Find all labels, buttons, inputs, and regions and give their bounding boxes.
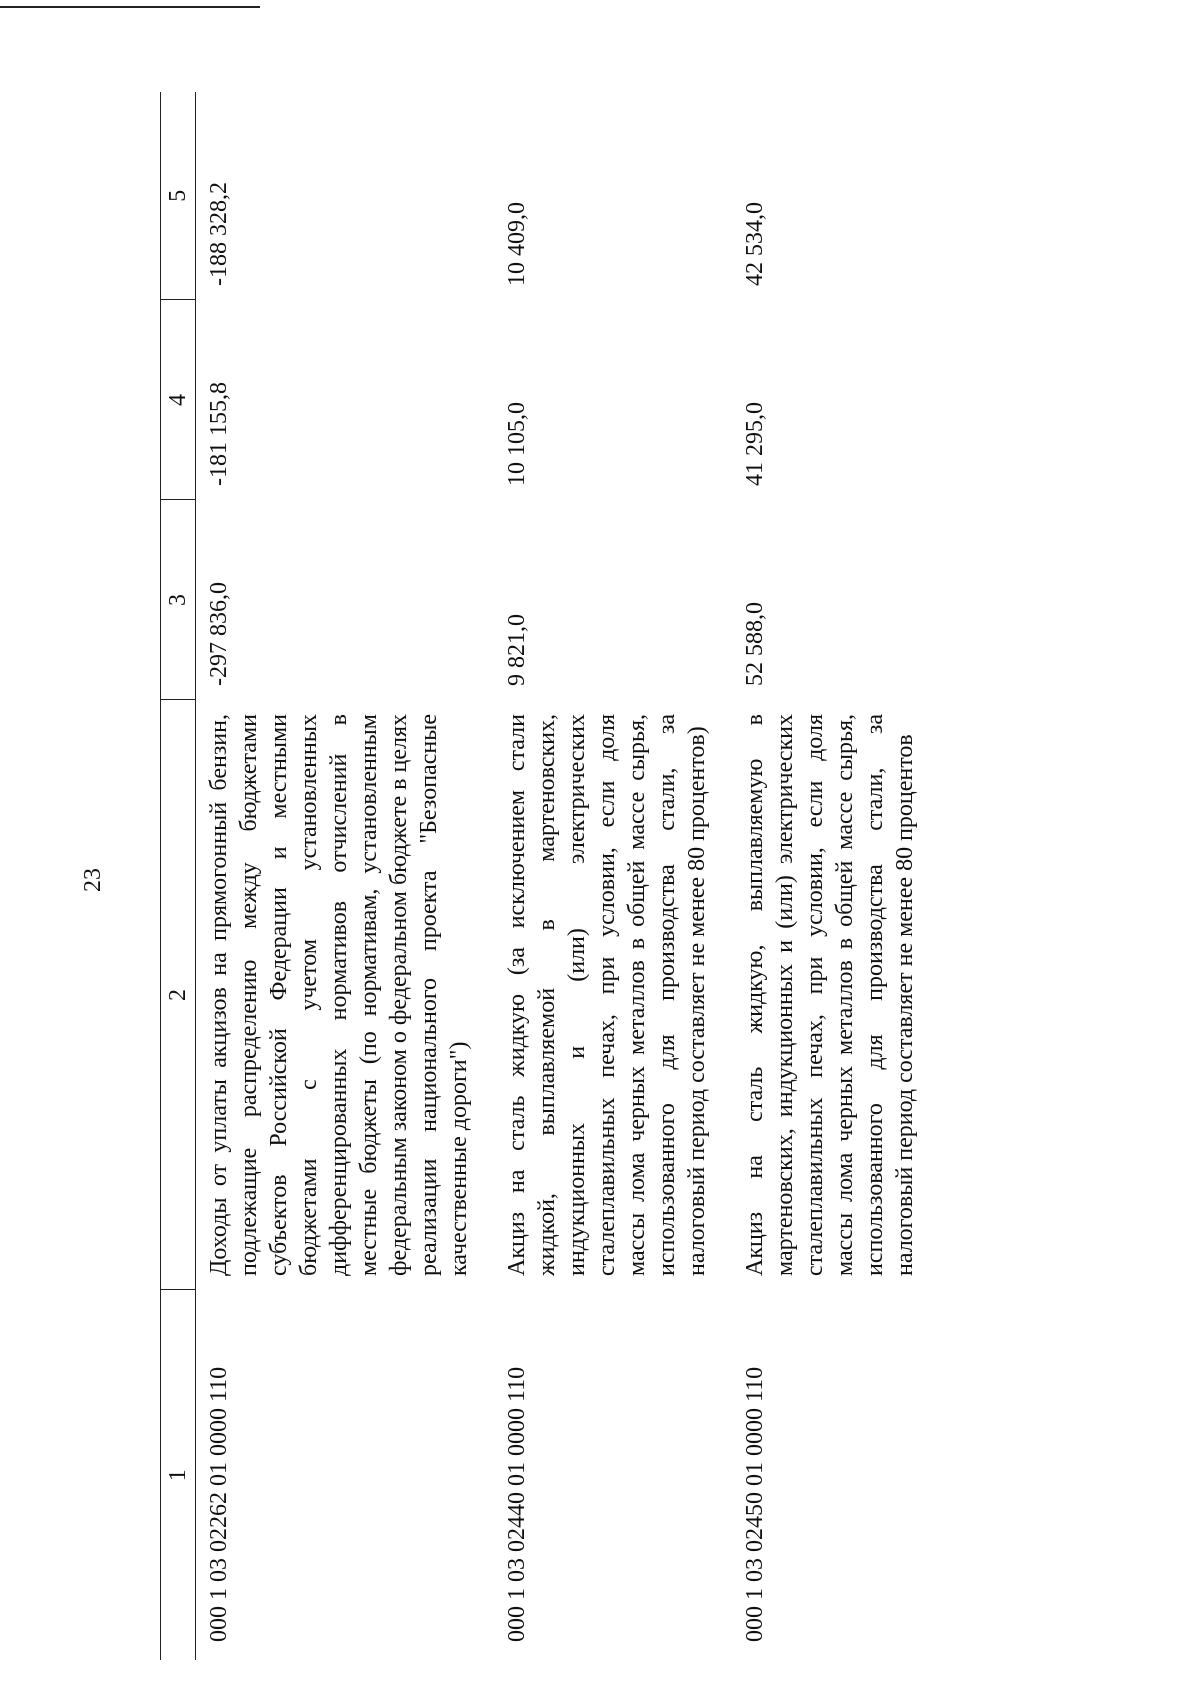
column-header-2: 2 — [161, 700, 196, 1290]
budget-table — [160, 92, 940, 1660]
budget-code: 000 1 03 02440 01 0000 110 — [504, 1366, 530, 1642]
header-row — [161, 92, 196, 1660]
column-header-3: 3 — [161, 500, 196, 700]
page-number: 23 — [80, 868, 106, 892]
column-header-4: 4 — [161, 300, 196, 500]
rotated-page — [70, 70, 1130, 1690]
value-column-5: -188 328,2 — [206, 182, 232, 286]
value-column-3: 9 821,0 — [504, 614, 530, 686]
value-column-4: 41 295,0 — [742, 402, 768, 486]
income-description: Акциз на сталь жидкую (за исключением стали жидкой, выплавляемой в мартеновских, индукционных и (или) электрических сталеплавильных печах, при условии, если доля массы лома черных металлов в общей массе сырья, использованного для производства стали, за налоговый период составляет не менее 80 процентов) — [504, 714, 710, 1276]
value-column-5: 10 409,0 — [504, 202, 530, 286]
table-row — [494, 92, 732, 1660]
value-column-5: 42 534,0 — [742, 202, 768, 286]
income-description: Акциз на сталь жидкую, выплавляемую в мартеновских, индукционных и (или) электрических сталеплавильных печах, при условии, если доля массы лома черных металлов в общей массе сырья, использованного для производства стали, за налоговый период составляет не менее 80 процентов — [742, 714, 918, 1276]
table-row — [732, 92, 940, 1660]
value-column-4: -181 155,8 — [206, 382, 232, 486]
column-header-1: 1 — [161, 1290, 196, 1660]
budget-code: 000 1 03 02262 01 0000 110 — [206, 1366, 232, 1642]
value-column-3: -297 836,0 — [206, 582, 232, 686]
scan-edge-line — [0, 6, 260, 8]
value-column-3: 52 588,0 — [742, 602, 768, 686]
income-description: Доходы от уплаты акцизов на прямогонный бензин, подлежащие распределению между бюджетами субъектов Российской Федерации и местными бюджетами с учетом установленных дифференцированных нормативов отчислений в местные бюджеты (по нормативам, установленным федеральным законом о федеральном бюджете в целях реализации национального проекта "Безопасные качественные дороги") — [206, 714, 472, 1276]
table-row — [196, 92, 495, 1660]
value-column-4: 10 105,0 — [504, 402, 530, 486]
budget-code: 000 1 03 02450 01 0000 110 — [742, 1366, 768, 1642]
column-header-5: 5 — [161, 92, 196, 300]
